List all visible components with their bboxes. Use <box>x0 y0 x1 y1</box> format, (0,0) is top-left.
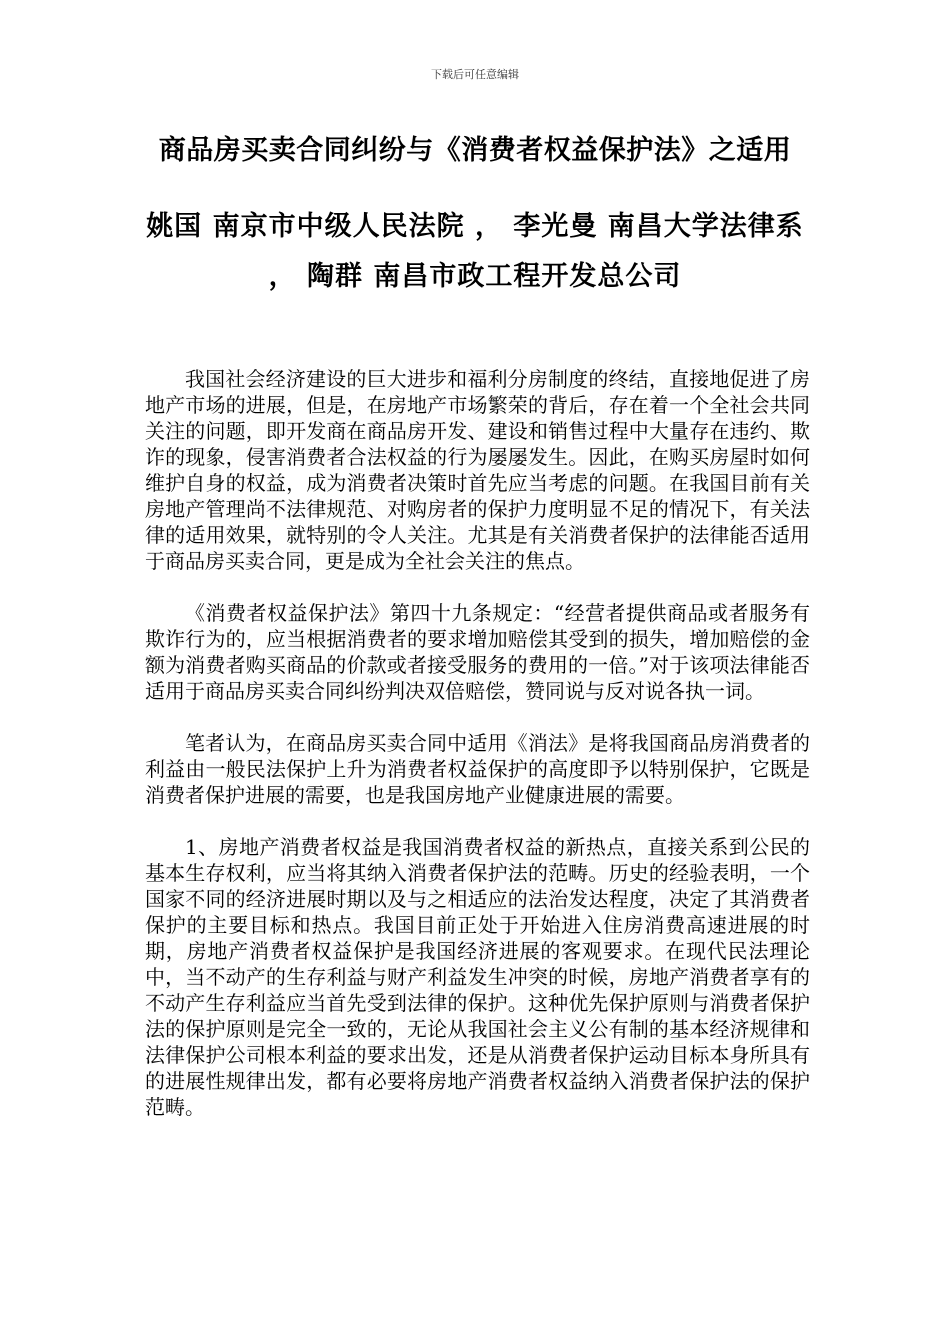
document-title: 商品房买卖合同纠纷与《消费者权益保护法》之适用 <box>158 135 792 166</box>
body-paragraph: 1、房地产消费者权益是我国消费者权益的新热点，直接关系到公民的基本生存权利，应当将其纳入消费者保护法的范畴。历史的经验表明，一个国家不同的经济进展时期以及与之相适应的法治发达程度，决定了其消费者保护的主要目标和热点。我国目前正处于开始进入住房消费高速进展的时期，房地产消费者权益保护是我国经济进展的客观要求。在现代民法理论中，当不动产的生存利益与财产利益发生冲突的时候，房地产消费者享有的不动产生存利益应当首先受到法律的保护。这种优先保护原则与消费者保护法的保护原则是完全一致的，无论从我国社会主义公有制的基本经济规律和法律保护公司根本利益的要求出发，还是从消费者保护运动目标本身所具有的进展性规律出发，都有必要将房地产消费者权益纳入消费者保护法的保护范畴。 <box>145 835 810 1119</box>
document-body <box>145 366 810 1146</box>
page-header-note: 下载后可任意编辑 <box>431 68 519 81</box>
body-paragraph: 我国社会经济建设的巨大进步和福利分房制度的终结，直接地促进了房地产市场的进展，但是，在房地产市场繁荣的背后，存在着一个全社会共同关注的问题，即开发商在商品房开发、建设和销售过程中大量存在违约、欺诈的现象，侵害消费者合法权益的行为屡屡发生。因此，在购买房屋时如何维护自身的权益，成为消费者决策时首先应当考虑的问题。在我国目前有关房地产管理尚不法律规范、对购房者的保护力度明显不足的情况下，有关法律的适用效果，就特别的令人关注。尤其是有关消费者保护的法律能否适用于商品房买卖合同，更是成为全社会关注的焦点。 <box>145 367 810 573</box>
document-authors: 姚国 南京市中级人民法院 ， 李光曼 南昌大学法律系 ， 陶群 南昌市政工程开发总公司 <box>146 211 804 292</box>
body-paragraph: 笔者认为，在商品房买卖合同中适用《消法》是将我国商品房消费者的利益由一般民法保护上升为消费者权益保护的高度即予以特别保护，它既是消费者保护进展的需要，也是我国房地产业健康进展的需要。 <box>145 731 810 807</box>
body-paragraph: 《消费者权益保护法》第四十九条规定：“经营者提供商品或者服务有欺诈行为的，应当根据消费者的要求增加赔偿其受到的损失，增加赔偿的金额为消费者购买商品的价款或者接受服务的费用的一倍。”对于该项法律能否适用于商品房买卖合同纠纷判决双倍赔偿，赞同说与反对说各执一词。 <box>145 601 810 703</box>
